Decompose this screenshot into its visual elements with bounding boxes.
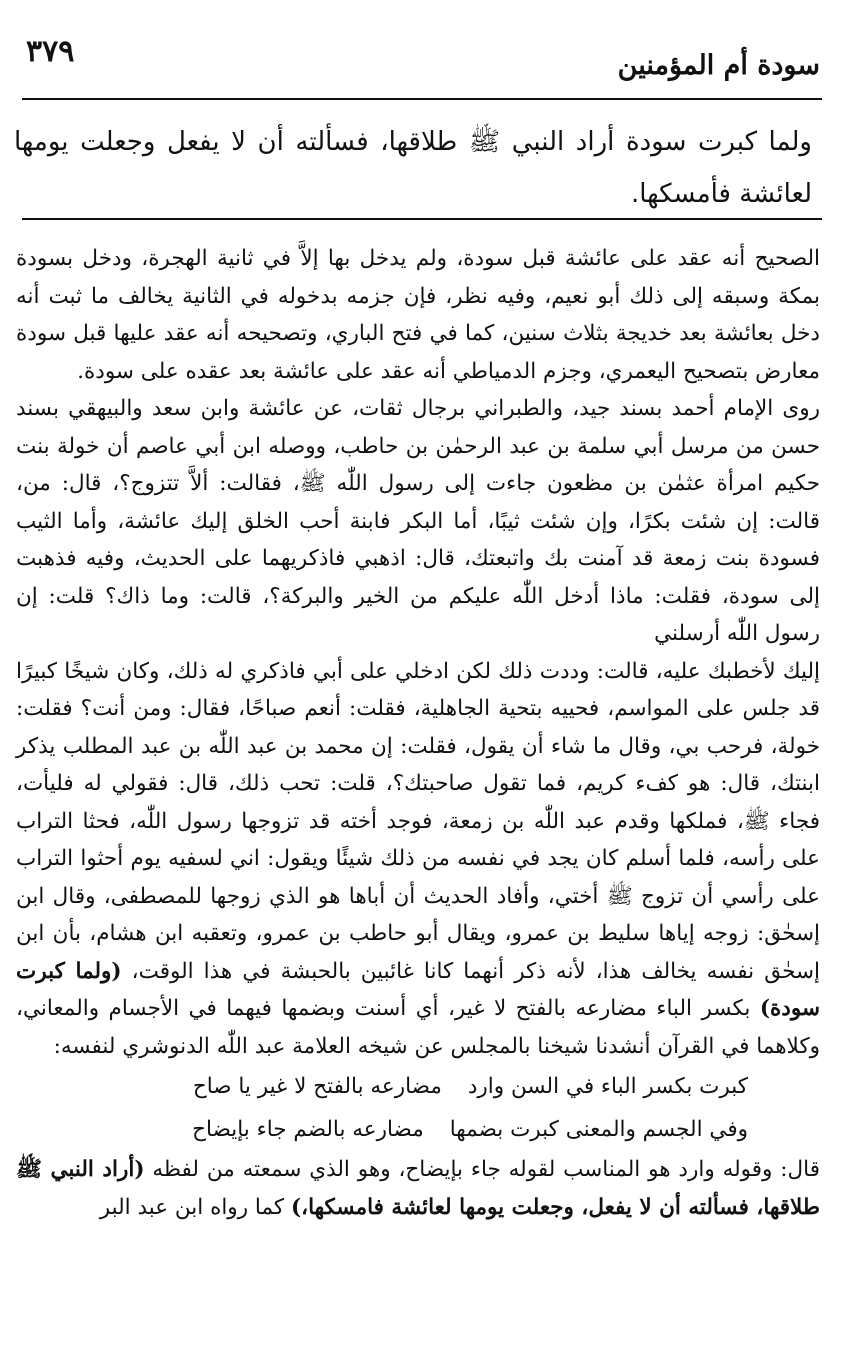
commentary-paragraph-3 xyxy=(16,653,820,1066)
poem-verse xyxy=(16,1065,748,1108)
poem xyxy=(16,1065,820,1151)
paragraph-text: كما رواه ابن عبد البر xyxy=(99,1194,285,1220)
commentary-paragraph-1: الصحيح أنه عقد على عائشة قبل سودة، ولم يدخل بها إلاَّ في ثانية الهجرة، ودخل بسودة بمكة وسبقه إلى ذلك أبو نعيم، وفيه نظر، فإن جزمه بدخوله في الثانية يخالف ما ثبت أنه دخل بعائشة بعد خديجة بثلاث سنين، كما في فتح الباري، وتصحيحه أنه عقد عليها قبل سودة معارض بتصحيح اليعمري، وجزم الدمياطي أنه عقد على عائشة بعد عقده على سودة. xyxy=(16,246,820,384)
poem-verse xyxy=(16,1108,748,1151)
paragraph-text: بكسر الباء مضارعه بالفتح لا غير، أي أسنت وبضمها فيهما في الأجسام والمعاني، وكلاهما في القرآن أنشدنا شيخنا بالمجلس عن شيخه العلامة عبد اللّٰه الدنوشري لنفسه: xyxy=(16,996,820,1059)
commentary-paragraph-2: روى الإمام أحمد بسند جيد، والطبراني برجال ثقات، عن عائشة وابن سعد والبيهقي بسند حسن من مرسل أبي سلمة بن عبد الرحمٰن بن حاطب، ووصله ابن أبي عاصم أن خولة بنت حكيم امرأة عثمٰن بن مظعون جاءت إلى رسول اللّٰه ﷺ، فقالت: ألاَّ تتزوج؟، قال: من، قالت: إن شئت بكرًا، وإن شئت ثيبًا، أما البكر فابنة أحب الخلق إليك عائشة، وأما الثيب فسودة بنت زمعة قد آمنت بك واتبعتك، قال: اذهبي فاذكريهما على الحديث، وفيه فذهبت إلى سودة، فقلت: ماذا أدخل اللّٰه عليكم من الخير والبركة؟، قالت: وما ذاك؟ قلت: إن رسول اللّٰه أرسلني xyxy=(16,396,820,646)
commentary-block xyxy=(16,240,820,1226)
commentary-paragraph-4 xyxy=(16,1151,820,1226)
paragraph-text: قال: وقوله وارد هو المناسب لقوله جاء بإيضاح، وهو الذي سمعته من لفظه xyxy=(152,1157,820,1182)
paragraph-text: إليك لأخطبك عليه، قالت: وددت ذلك لكن ادخلي على أبي فاذكري له ذلك، وكان شيخًا كبيرًا قد جلس على المواسم، فحييه بتحية الجاهلية، فقلت: أنعم صباحًا، فقال: ومن أنت؟ فقلت: خولة، فرحب بي، وقال ما شاء أن يقول، فقلت: إن محمد بن عبد اللّٰه بن عبد المطلب يذكر ابنتك، قال: هو كفء كريم، فما تقول صاحبتك؟، قلت: تحب ذلك، قال: فقولي له فليأت، فجاء ﷺ، فملكها وقدم عبد اللّٰه بن زمعة، فوجد أخته قد تزوجها رسول اللّٰه، فحثا التراب على رأسه، فلما أسلم كان يجد في نفسه من ذلك شيئًا ويقول: اني لسفيه يوم أحثوا التراب على رأسي أن تزوج ﷺ أختي، وأفاد الحديث أن أباها هو الذي زوجها للمصطفى، وقال ابن إسحٰق: زوجه إياها سليط بن عمرو، ويقال أبو حاطب بن عمرو، وتعقبه ابن هشام، بأن ابن إسحٰق نفسه يخالف هذا، لأنه ذكر أنهما كانا غائبين بالحبشة في هذا الوقت، xyxy=(16,658,820,984)
poem-hemistich-left: مضارعه بالضم جاء بإيضاح xyxy=(192,1117,424,1142)
running-title: سودة أم المؤمنين xyxy=(617,50,820,81)
quoted-matn: (ولما كبرت سودة) xyxy=(16,958,820,1021)
page-number: ٣٧٩ xyxy=(26,34,75,69)
separator-rule xyxy=(22,218,822,220)
page-header xyxy=(22,30,822,100)
quoted-matn: (أراد النبي ﷺ طلاقها، فسألته أن لا يفعل، وجعلت يومها لعائشة فامسكها،) xyxy=(16,1157,820,1220)
poem-hemistich-right: وفي الجسم والمعنى كبرت بضمها xyxy=(449,1117,748,1142)
poem-hemistich-left: مضارعه بالفتح لا غير يا صاح xyxy=(192,1074,442,1099)
main-text: ولما كبرت سودة أراد النبي ﷺ طلاقها، فسألته أن لا يفعل وجعلت يومها لعائشة فأمسكها. xyxy=(14,127,812,209)
poem-hemistich-right: كبرت بكسر الباء في السن وارد xyxy=(467,1074,748,1099)
